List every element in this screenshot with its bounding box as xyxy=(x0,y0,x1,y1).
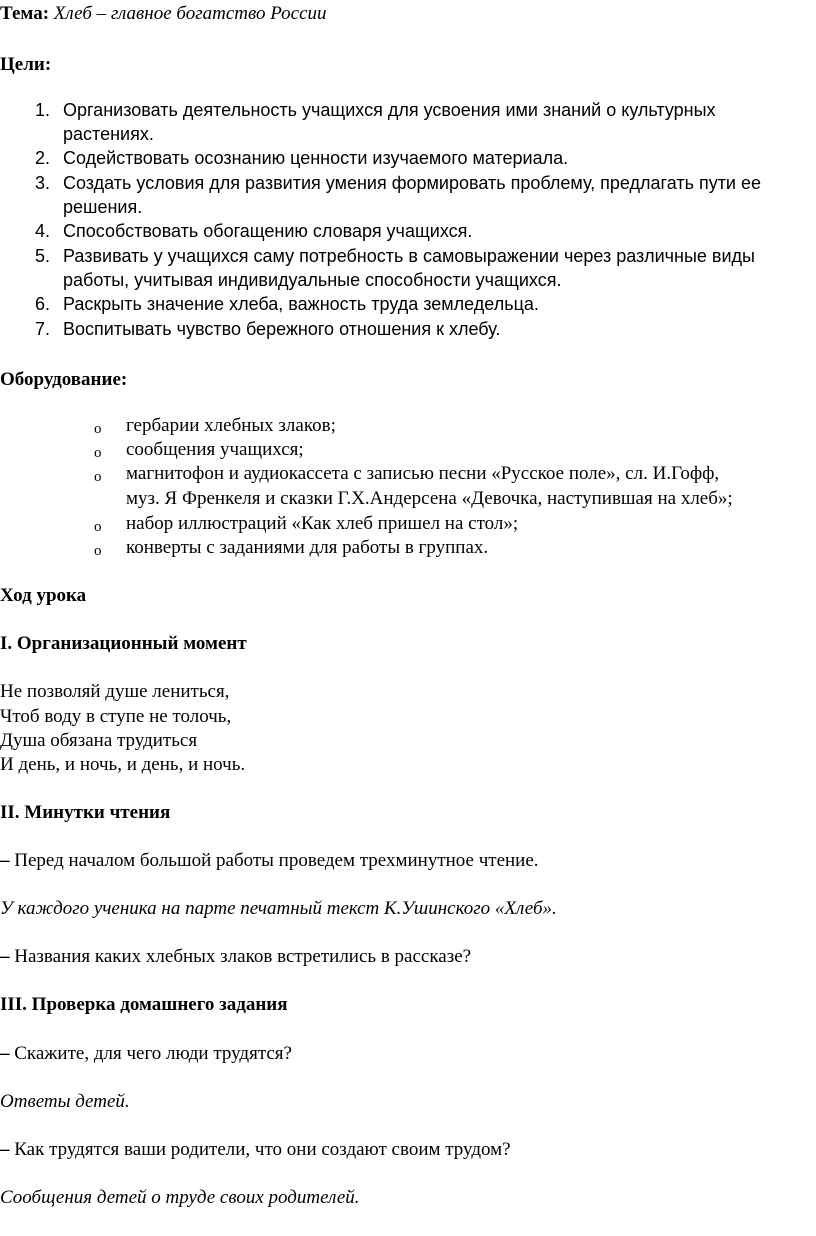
italic-note: Сообщения детей о труде своих родителей. xyxy=(0,1187,360,1208)
goal-item-line: решения. xyxy=(63,197,143,217)
equipment-item-line: сообщения учащихся; xyxy=(126,439,304,460)
teacher-speech xyxy=(0,945,471,968)
section-heading: II. Минутки чтения xyxy=(0,802,171,823)
lesson-heading: Ход урока xyxy=(0,585,87,606)
goal-item-line: Развивать у учащихся саму потребность в самовыражении через различные виды xyxy=(63,246,755,266)
goal-item-line: Содействовать осознанию ценности изучаемого материала. xyxy=(63,148,569,168)
topic-label: Тема: xyxy=(0,3,50,24)
goal-number: 4. xyxy=(34,221,50,241)
teacher-speech xyxy=(0,1042,292,1065)
dash-mark: – xyxy=(0,1139,10,1160)
poem-line: И день, и ночь, и день, и ночь. xyxy=(0,754,246,775)
goal-item-line: Воспитывать чувство бережного отношения к хлебу. xyxy=(63,319,501,339)
goals-heading: Цели: xyxy=(0,54,52,75)
teacher-speech xyxy=(0,1138,511,1161)
speech-text: Названия каких хлебных злаков встретились в рассказе? xyxy=(9,946,472,967)
list-bullet: o xyxy=(94,421,102,437)
list-bullet: o xyxy=(94,543,102,559)
speech-text: Скажите, для чего люди трудятся? xyxy=(9,1043,292,1064)
goal-item-line: Создать условия для развития умения формировать проблему, предлагать пути ее xyxy=(63,173,762,193)
equipment-item-line: муз. Я Френкеля и сказки Г.Х.Андерсена «Девочка, наступившая на хлеб»; xyxy=(126,488,733,509)
section-heading: III. Проверка домашнего задания xyxy=(0,994,288,1015)
topic-text: Хлеб – главное богатство России xyxy=(53,3,327,24)
equipment-item-line: магнитофон и аудиокассета с записью песни «Русское поле», сл. И.Гофф, xyxy=(126,463,720,484)
italic-note: У каждого ученика на парте печатный текст К.Ушинского «Хлеб». xyxy=(0,898,557,919)
equipment-item-line: конверты с заданиями для работы в группах. xyxy=(126,537,489,558)
topic-line xyxy=(0,2,327,25)
goal-item-line: работы, учитывая индивидуальные способности учащихся. xyxy=(63,270,562,290)
goal-number: 3. xyxy=(34,173,50,193)
goal-item-line: Способствовать обогащению словаря учащихся. xyxy=(63,221,473,241)
poem-line: Чтоб воду в ступе не толочь, xyxy=(0,706,232,727)
list-bullet: o xyxy=(94,445,102,461)
italic-note: Ответы детей. xyxy=(0,1091,130,1112)
equipment-item-line: набор иллюстраций «Как хлеб пришел на стол»; xyxy=(126,513,519,534)
teacher-speech xyxy=(0,849,539,872)
section-heading: I. Организационный момент xyxy=(0,633,247,654)
speech-text: Как трудятся ваши родители, что они создают своим трудом? xyxy=(9,1139,511,1160)
goal-number: 7. xyxy=(34,319,50,339)
goal-item-line: Организовать деятельность учащихся для усвоения ими знаний о культурных xyxy=(63,100,716,120)
equipment-item-line: гербарии хлебных злаков; xyxy=(126,415,336,436)
equipment-heading: Оборудование: xyxy=(0,369,128,390)
goal-number: 2. xyxy=(34,148,50,168)
goal-number: 6. xyxy=(34,294,50,314)
dash-mark: – xyxy=(0,850,10,871)
goal-item-line: растениях. xyxy=(63,124,154,144)
goal-item-line: Раскрыть значение хлеба, важность труда земледельца. xyxy=(63,294,539,314)
poem-line: Душа обязана трудиться xyxy=(0,730,198,751)
list-bullet: o xyxy=(94,519,102,535)
dash-mark: – xyxy=(0,946,10,967)
speech-text: Перед началом большой работы проведем трехминутное чтение. xyxy=(9,850,539,871)
goal-number: 1. xyxy=(34,100,50,120)
dash-mark: – xyxy=(0,1043,10,1064)
goal-number: 5. xyxy=(34,246,50,266)
list-bullet: o xyxy=(94,469,102,485)
poem-line: Не позволяй душе лениться, xyxy=(0,681,230,702)
